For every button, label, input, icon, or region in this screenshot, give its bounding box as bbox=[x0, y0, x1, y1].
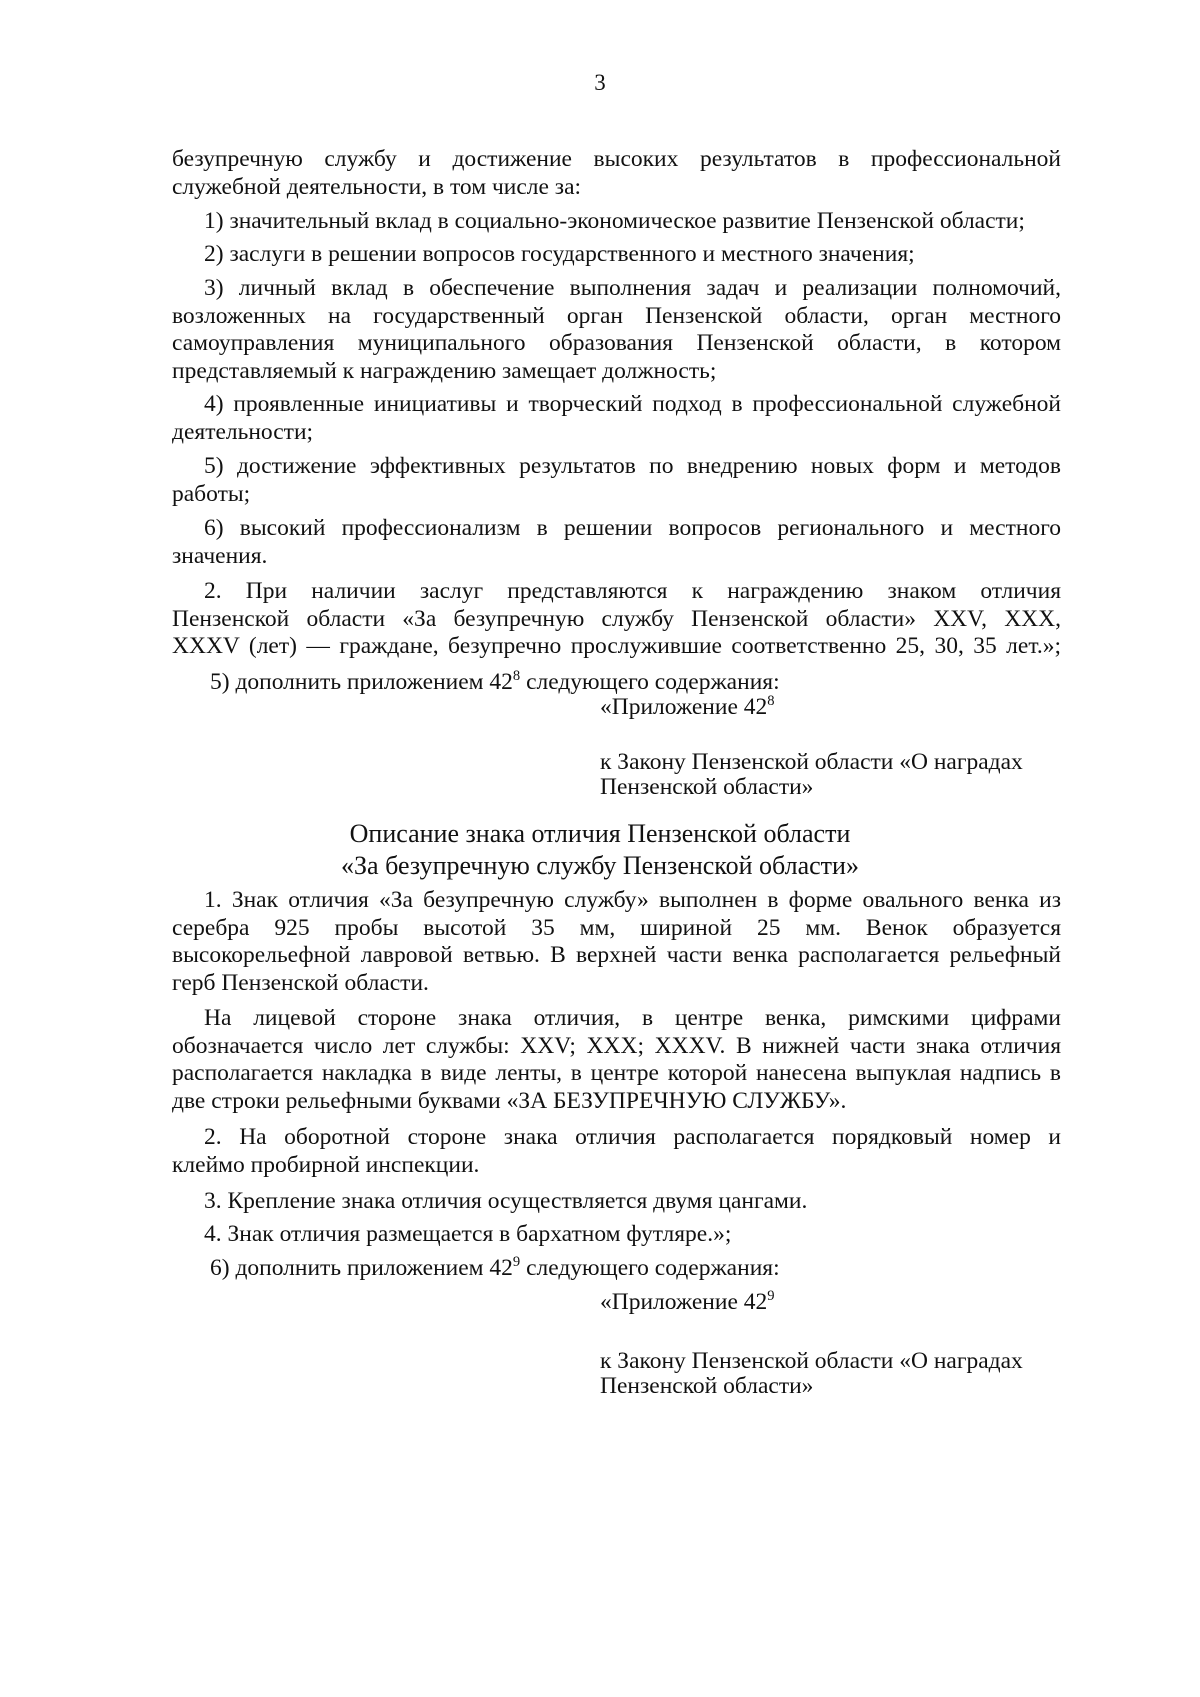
annex-reference-line: к Закону Пензенской области «О наградах bbox=[600, 749, 1023, 775]
superscript: 9 bbox=[512, 1254, 521, 1271]
list-item-1: 1) значительный вклад в социально-экономическое развитие Пензенской области; bbox=[204, 208, 1025, 234]
section-title-line: Описание знака отличия Пензенской области bbox=[349, 819, 851, 848]
paragraph-line: 1. Знак отличия «За безупречную службу» выполнен в форме овального венка из bbox=[204, 887, 1061, 913]
amendment-tail: следующего содержания: bbox=[520, 669, 780, 695]
list-item-6 bbox=[172, 515, 1061, 570]
paragraph-line: возложенных на государственный орган Пензенской области, орган местного bbox=[172, 302, 1061, 329]
description-2 bbox=[172, 1124, 1061, 1179]
annex-label bbox=[600, 1290, 1023, 1315]
description-4: 4. Знак отличия размещается в бархатном футляре.»; bbox=[204, 1221, 732, 1247]
paragraph-line: серебра 925 пробы высотой 35 мм, шириной 25 мм. Венок образуется bbox=[172, 914, 1061, 941]
amendment-6 bbox=[172, 1255, 1061, 1283]
paragraph-line: На лицевой стороне знака отличия, в центре венка, римскими цифрами bbox=[204, 1005, 1061, 1031]
paragraph-line: две строки рельефными буквами «ЗА БЕЗУПРЕЧНУЮ СЛУЖБУ». bbox=[172, 1087, 847, 1114]
description-3: 3. Крепление знака отличия осуществляется двумя цангами. bbox=[204, 1188, 808, 1214]
annex-label-text: «Приложение 42 bbox=[600, 694, 768, 720]
paragraph-line: представляемый к награждению замещает должность; bbox=[172, 357, 717, 384]
paragraph-line: деятельности; bbox=[172, 418, 314, 445]
amendment-text: 5) дополнить приложением 42 bbox=[210, 669, 513, 695]
page-number: 3 bbox=[594, 70, 606, 95]
annex-reference-line: к Закону Пензенской области «О наградах bbox=[600, 1348, 1023, 1374]
superscript: 8 bbox=[512, 668, 521, 685]
paragraph-line: высокорельефной лавровой ветвью. В верхней части венка располагается рельефный bbox=[172, 942, 1061, 968]
annex-reference-line: Пензенской области» bbox=[600, 774, 814, 800]
paragraph-line: обозначается число лет службы: XXV; XXX; XXXV. В нижней части знака отличия bbox=[172, 1032, 1061, 1059]
list-item-3 bbox=[172, 275, 1061, 385]
paragraph-line: 2. На оборотной стороне знака отличия располагается порядковый номер и bbox=[204, 1124, 1061, 1150]
list-item-2: 2) заслуги в решении вопросов государственного и местного значения; bbox=[204, 241, 915, 267]
annex-reference-line: Пензенской области» bbox=[600, 1373, 814, 1399]
paragraph-line: XXXV (лет) — граждане, безупречно прослужившие соответственно 25, 30, 35 лет.»; bbox=[172, 633, 1061, 659]
amendment-text: 6) дополнить приложением 42 bbox=[210, 1255, 513, 1281]
section-title-line: «За безупречную службу Пензенской области» bbox=[341, 851, 859, 880]
paragraph-line: работы; bbox=[172, 480, 251, 507]
paragraph-line: клеймо пробирной инспекции. bbox=[172, 1151, 480, 1178]
amendment-5 bbox=[172, 669, 1061, 697]
paragraph-line: безупречную службу и достижение высоких результатов в профессиональной bbox=[172, 146, 1061, 172]
paragraph-line: значения. bbox=[172, 542, 268, 569]
paragraph-line: 3) личный вклад в обеспечение выполнения задач и реализации полномочий, bbox=[204, 275, 1061, 301]
annex-label-text: «Приложение 42 bbox=[600, 1289, 768, 1315]
list-item-4 bbox=[172, 391, 1061, 446]
amendment-tail: следующего содержания: bbox=[520, 1255, 780, 1281]
annex-header-2 bbox=[600, 1290, 1023, 1399]
paragraph-line: 5) достижение эффективных результатов по внедрению новых форм и методов bbox=[204, 453, 1061, 479]
description-face bbox=[172, 1005, 1061, 1115]
paragraph-line: 4) проявленные инициативы и творческий подход в профессиональной служебной bbox=[204, 391, 1061, 417]
description-1 bbox=[172, 887, 1061, 997]
paragraph-line: служебной деятельности, в том числе за: bbox=[172, 173, 582, 200]
paragraph-line: герб Пензенской области. bbox=[172, 969, 429, 996]
paragraph-intro bbox=[172, 146, 1061, 201]
paragraph-line: Пензенской области «За безупречную службу Пензенской области» XXV, XXX, bbox=[172, 605, 1061, 632]
paragraph-2 bbox=[172, 578, 1061, 661]
superscript: 9 bbox=[767, 1288, 775, 1305]
paragraph-line: 6) высокий профессионализм в решении вопросов регионального и местного bbox=[204, 515, 1061, 541]
paragraph-line: 2. При наличии заслуг представляются к награждению знаком отличия bbox=[204, 578, 1061, 604]
annex-header-1 bbox=[600, 695, 1023, 800]
paragraph-line: самоуправления муниципального образования Пензенской области, в котором bbox=[172, 330, 1061, 356]
paragraph-line: располагается накладка в виде ленты, в центре которой нанесена выпуклая надпись в bbox=[172, 1060, 1061, 1086]
list-item-5 bbox=[172, 453, 1061, 508]
superscript: 8 bbox=[767, 693, 775, 710]
annex-label bbox=[600, 695, 1023, 720]
section-title bbox=[0, 818, 1200, 882]
